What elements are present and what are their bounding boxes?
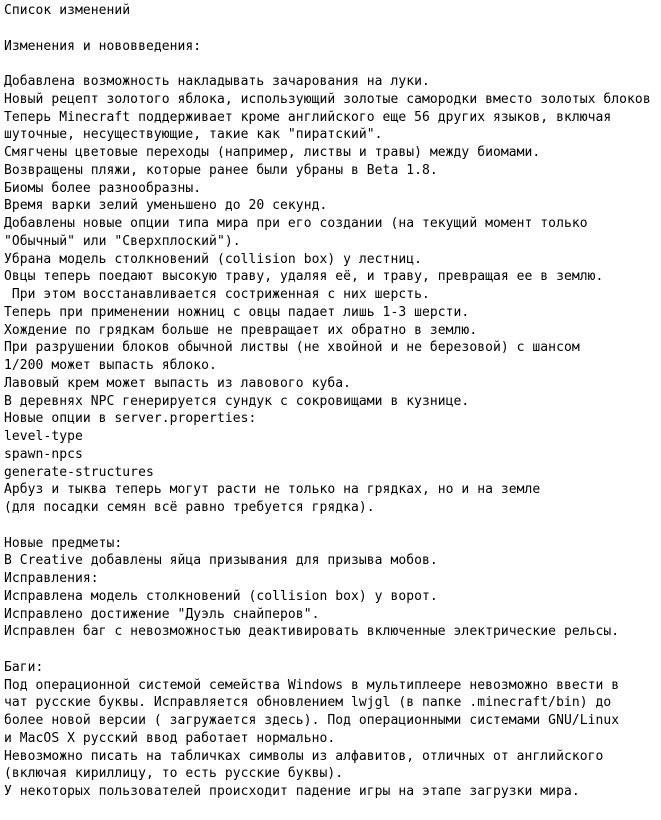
text-line: Невозможно писать на табличках символы из алфавитов, отличных от английского [4, 748, 604, 764]
text-line: Возвращены пляжи, которые ранее были убраны в Beta 1.8. [4, 162, 438, 178]
text-line: чат русские буквы. Исправляется обновлением lwjgl (в папке .minecraft/bin) до [4, 695, 612, 711]
text-line: более новой версии ( загружается здесь). Под операционными системами GNU/Linux [4, 713, 620, 728]
text-line: Добавлена возможность накладывать зачарования на луки. [4, 74, 430, 89]
changelog-text-lines [4, 2, 661, 801]
text-line: spawn-npcs [4, 446, 83, 462]
blank-line [4, 55, 661, 73]
text-line: Хождение по грядкам больше не превращает их обратно в землю. [4, 322, 478, 338]
text-line: У некоторых пользователей происходит падение игры на этапе загрузки мира. [4, 784, 580, 799]
blank-line [4, 20, 661, 38]
blank-line [4, 641, 661, 659]
text-line: Исправлена модель столкновений (collision box) у ворот. [4, 588, 438, 604]
text-line: Новые предметы: [4, 535, 123, 551]
text-line: и MacOS X русский ввод работает нормально. [4, 730, 336, 746]
text-line: Под операционной системой семейства Windows в мультиплеере невозможно ввести в [4, 677, 620, 693]
text-line: При разрушении блоков обычной листвы (не хвойной и не березовой) с шансом [4, 340, 580, 356]
blank-line [4, 517, 661, 535]
text-line: Смягчены цветовые переходы (например, листвы и травы) между биомами. [4, 145, 541, 160]
text-line: Новые опции в server.properties: [4, 411, 257, 427]
text-line: Баги: [4, 659, 44, 675]
text-line: Теперь Minecraft поддерживает кроме английского еще 56 других языков, включая [4, 109, 612, 125]
text-line: Исправлено достижение "Дуэль снайперов". [4, 606, 320, 622]
text-line: level-type [4, 429, 83, 444]
text-line: В Creative добавлены яйца призывания для призыва мобов. [4, 553, 438, 569]
text-line: Список изменений [4, 3, 131, 18]
text-line: Теперь при применении ножниц с овцы падает лишь 1-3 шерсти. [4, 304, 470, 320]
text-line: шуточные, несуществующие, такие как "пиратский". [4, 127, 383, 143]
text-line: В деревнях NPC генерируется сундук с сокровищами в кузнице. [4, 393, 470, 409]
text-line: Лавовый крем может выпасть из лавового куба. [4, 375, 352, 391]
text-line: Исправления: [4, 571, 99, 586]
text-line: Убрана модель столкновений (collision box) у лестниц. [4, 251, 422, 267]
text-line: Добавлены новые опции типа мира при его создании (на текущий момент только [4, 216, 588, 231]
text-line: Время варки зелий уменьшено до 20 секунд. [4, 198, 328, 214]
text-line: Новый рецепт золотого яблока, использующий золотые самородки вместо золотых блоков [4, 91, 651, 107]
text-line: generate-structures [4, 464, 154, 480]
text-line: Биомы более разнообразны. [4, 180, 202, 196]
text-line: (для посадки семян всё равно требуется грядка). [4, 500, 375, 515]
text-line: (включая кириллицу, то есть русские буквы). [4, 766, 344, 782]
text-line: Арбуз и тыква теперь могут расти не только на грядках, но и на земле [4, 482, 541, 498]
text-line: Овцы теперь поедают высокую траву, удаляя её, и траву, превращая ее в землю. [4, 269, 604, 285]
text-line: Исправлен баг с невозможностью деактивировать включенные электрические рельсы. [4, 624, 620, 640]
text-line: Изменения и нововведения: [4, 38, 202, 54]
text-line: "Обычный" или "Сверхплоский"). [4, 233, 241, 249]
text-line: 1/200 может выпасть яблоко. [4, 358, 217, 373]
text-line: При этом восстанавливается состриженная с них шерсть. [4, 287, 430, 302]
